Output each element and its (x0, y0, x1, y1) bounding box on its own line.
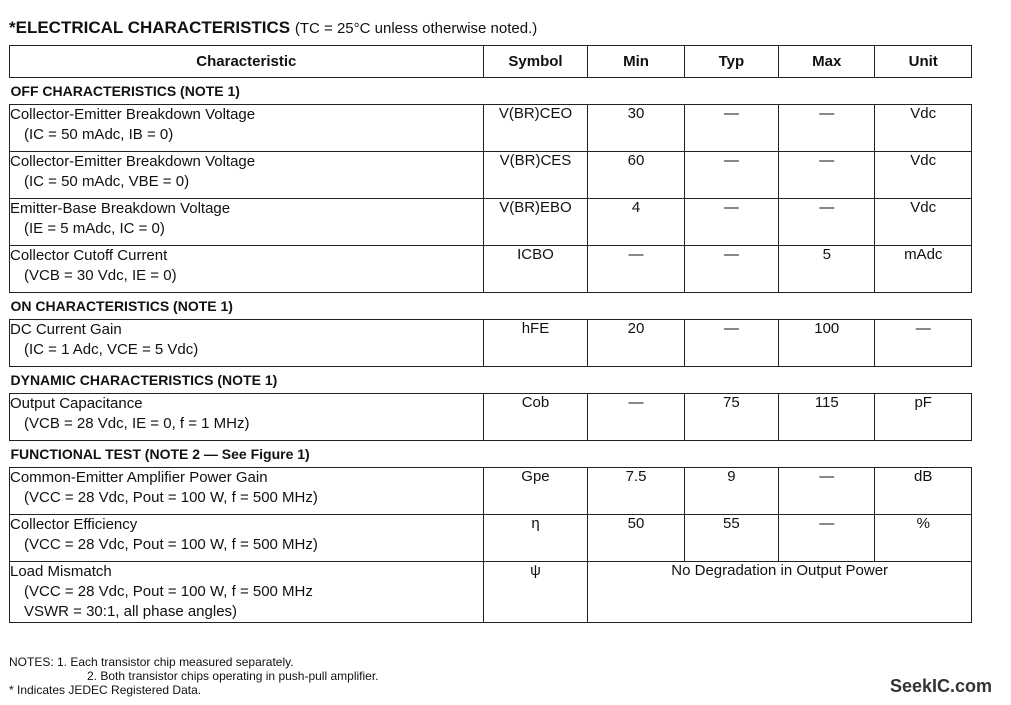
symbol-cell: ICBO (483, 246, 588, 293)
min-cell: 4 (588, 199, 684, 246)
notes (9, 655, 379, 697)
watermark: SeekIC.com (890, 676, 993, 696)
typ-cell: 75 (684, 394, 778, 441)
section-title: DYNAMIC CHARACTERISTICS (NOTE 1) (10, 367, 972, 394)
characteristic-cell (10, 320, 484, 367)
char-name: Emitter-Base Breakdown Voltage (10, 200, 231, 217)
header-max: Max (779, 46, 875, 78)
characteristic-cell (10, 394, 484, 441)
characteristic-cell (10, 562, 484, 623)
char-cond: (VCC = 28 Vdc, Pout = 100 W, f = 500 MHz (24, 583, 313, 600)
header-min: Min (588, 46, 684, 78)
note-2: 2. Both transistor chips operating in push-pull amplifier. (87, 669, 379, 683)
header-row (10, 46, 972, 78)
header-unit: Unit (875, 46, 972, 78)
characteristic-cell (10, 468, 484, 515)
header-symbol: Symbol (483, 46, 588, 78)
typ-cell: 55 (684, 515, 778, 562)
characteristic-cell (10, 199, 484, 246)
table-row (10, 562, 972, 623)
symbol-cell: V(BR)CEO (483, 105, 588, 152)
max-cell: 100 (779, 320, 875, 367)
header-typ: Typ (684, 46, 778, 78)
symbol-cell: hFE (483, 320, 588, 367)
unit-cell: Vdc (875, 152, 972, 199)
min-cell: 20 (588, 320, 684, 367)
unit-cell: Vdc (875, 199, 972, 246)
max-cell: — (779, 199, 875, 246)
max-cell: — (779, 105, 875, 152)
section-title: FUNCTIONAL TEST (NOTE 2 — See Figure 1) (10, 441, 972, 468)
header-characteristic: Characteristic (10, 46, 484, 78)
char-name: Collector Efficiency (10, 516, 138, 533)
char-cond: (IC = 50 mAdc, VBE = 0) (24, 173, 190, 190)
characteristic-cell (10, 246, 484, 293)
unit-cell: mAdc (875, 246, 972, 293)
typ-cell: — (684, 105, 778, 152)
char-name: Collector-Emitter Breakdown Voltage (10, 106, 256, 123)
unit-cell: Vdc (875, 105, 972, 152)
page-title (9, 18, 537, 38)
char-cond: (VCC = 28 Vdc, Pout = 100 W, f = 500 MHz) (24, 536, 318, 553)
section-on (10, 293, 972, 320)
typ-cell: — (684, 246, 778, 293)
electrical-characteristics-table (9, 45, 972, 623)
typ-cell: 9 (684, 468, 778, 515)
table-row (10, 152, 972, 199)
symbol-cell: Gpe (483, 468, 588, 515)
max-cell: 115 (779, 394, 875, 441)
char-cond: (IE = 5 mAdc, IC = 0) (24, 220, 165, 237)
note-1: NOTES: 1. Each transistor chip measured separately. (9, 655, 294, 669)
min-cell: 60 (588, 152, 684, 199)
char-cond: (VCB = 30 Vdc, IE = 0) (24, 267, 177, 284)
table-row (10, 468, 972, 515)
characteristic-cell (10, 105, 484, 152)
symbol-cell: η (483, 515, 588, 562)
char-name: Collector Cutoff Current (10, 247, 168, 264)
unit-cell: dB (875, 468, 972, 515)
symbol-cell: V(BR)CES (483, 152, 588, 199)
characteristic-cell (10, 152, 484, 199)
section-dynamic (10, 367, 972, 394)
table-row (10, 394, 972, 441)
min-cell: 7.5 (588, 468, 684, 515)
table-row (10, 105, 972, 152)
max-cell: — (779, 468, 875, 515)
min-cell: — (588, 394, 684, 441)
symbol-cell: V(BR)EBO (483, 199, 588, 246)
title-main: *ELECTRICAL CHARACTERISTICS (9, 18, 291, 37)
section-off (10, 78, 972, 105)
max-cell: — (779, 152, 875, 199)
char-name: Common-Emitter Amplifier Power Gain (10, 469, 268, 486)
characteristic-cell (10, 515, 484, 562)
min-cell: 50 (588, 515, 684, 562)
unit-cell: % (875, 515, 972, 562)
table-row (10, 515, 972, 562)
unit-cell: pF (875, 394, 972, 441)
merged-value-cell: No Degradation in Output Power (588, 562, 972, 623)
table-row (10, 199, 972, 246)
min-cell: — (588, 246, 684, 293)
char-cond-2: VSWR = 30:1, all phase angles) (24, 603, 238, 620)
table-row (10, 320, 972, 367)
typ-cell: — (684, 199, 778, 246)
max-cell: — (779, 515, 875, 562)
char-name: Collector-Emitter Breakdown Voltage (10, 153, 256, 170)
unit-cell: — (875, 320, 972, 367)
symbol-cell: Cob (483, 394, 588, 441)
char-cond: (VCC = 28 Vdc, Pout = 100 W, f = 500 MHz) (24, 489, 318, 506)
max-cell: 5 (779, 246, 875, 293)
typ-cell: — (684, 152, 778, 199)
min-cell: 30 (588, 105, 684, 152)
section-title: OFF CHARACTERISTICS (NOTE 1) (10, 78, 972, 105)
char-name: Output Capacitance (10, 395, 143, 412)
section-functional (10, 441, 972, 468)
symbol-cell: ψ (483, 562, 588, 623)
char-name: DC Current Gain (10, 321, 122, 338)
char-name: Load Mismatch (10, 563, 112, 580)
char-cond: (VCB = 28 Vdc, IE = 0, f = 1 MHz) (24, 415, 250, 432)
table-row (10, 246, 972, 293)
section-title: ON CHARACTERISTICS (NOTE 1) (10, 293, 972, 320)
char-cond: (IC = 50 mAdc, IB = 0) (24, 126, 174, 143)
title-condition: (TC = 25°C unless otherwise noted.) (294, 20, 538, 37)
typ-cell: — (684, 320, 778, 367)
note-3: * Indicates JEDEC Registered Data. (9, 683, 202, 697)
char-cond: (IC = 1 Adc, VCE = 5 Vdc) (24, 341, 199, 358)
